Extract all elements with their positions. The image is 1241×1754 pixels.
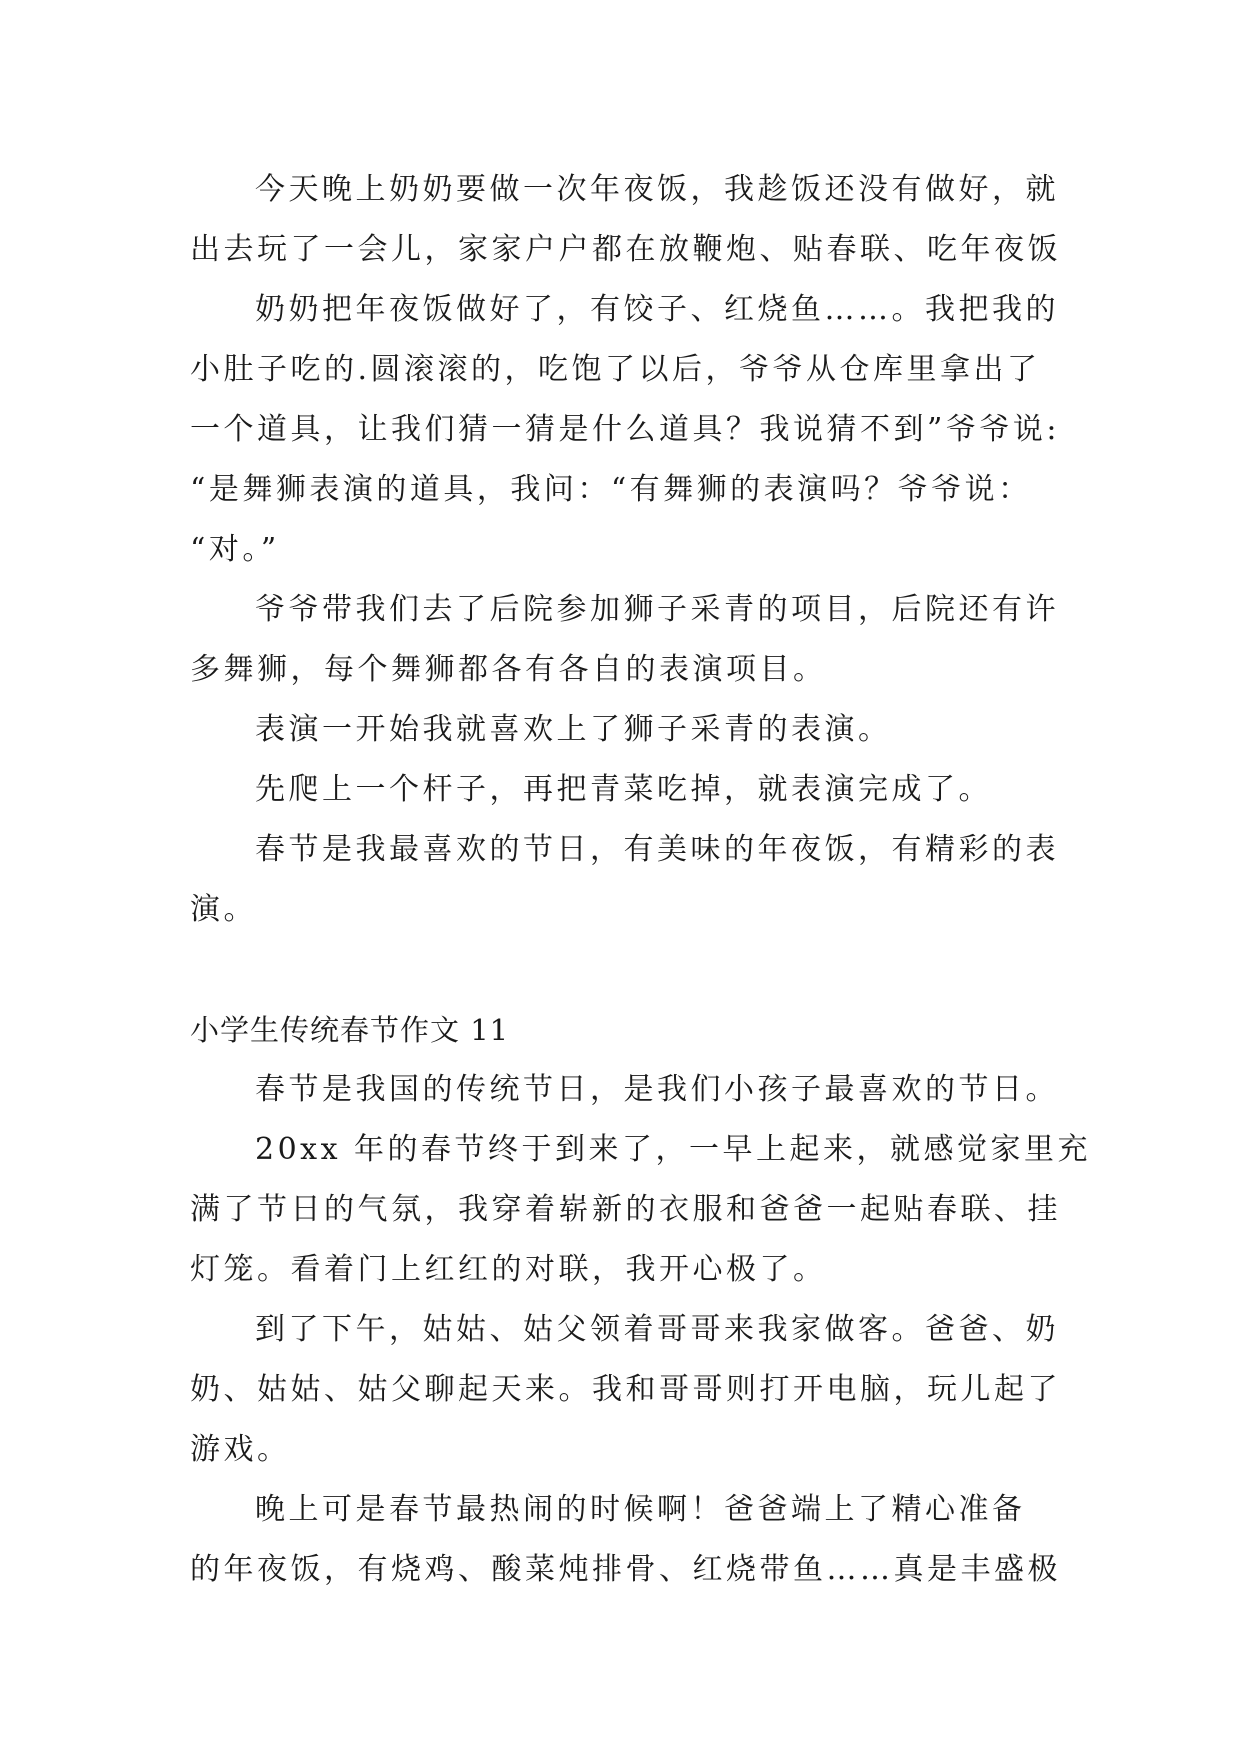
text-line: 先爬上一个杆子，再把青菜吃掉，就表演完成了。 [255,772,992,807]
text-line: 爷爷带我们去了后院参加狮子采青的项目，后院还有许 [255,592,1059,627]
paragraph [190,580,1059,700]
text-line: 今天晚上奶奶要做一次年夜饭，我趁饭还没有做好，就 [255,172,1059,207]
text-line: “对。” [190,532,280,567]
text-line: 多舞狮，每个舞狮都各有各自的表演项目。 [190,652,827,687]
text-line: 春节是我国的传统节日，是我们小孩子最喜欢的节日。 [255,1072,1059,1107]
paragraph [190,1120,1092,1300]
paragraph [190,700,1050,760]
text-line: 晚上可是春节最热闹的时候啊！爸爸端上了精心准备 [255,1492,1026,1527]
text-line: “是舞狮表演的道具，我问：“有舞狮的表演吗？爷爷说： [190,472,1032,507]
text-line: 春节是我最喜欢的节日，有美味的年夜饭，有精彩的表 [255,832,1059,867]
text-line: 的年夜饭，有烧鸡、酸菜炖排骨、红烧带鱼……真是丰盛极 [190,1552,1061,1587]
text-line: 演。 [190,892,257,927]
section-spacer [190,940,1050,1000]
paragraph [190,1060,1059,1120]
text-line: 到了下午，姑姑、姑父领着哥哥来我家做客。爸爸、奶 [255,1312,1059,1347]
text-line: 奶、姑姑、姑父聊起天来。我和哥哥则打开电脑，玩儿起了 [190,1372,1061,1407]
paragraph [190,280,1060,580]
paragraph [190,160,1061,280]
section-title: 小学生传统春节作文 11 [190,1013,510,1047]
text-line: 一个道具，让我们猜一猜是什么道具？我说猜不到”爷爷说: [190,412,1060,447]
document-body [190,160,1092,1600]
paragraph [190,820,1059,940]
text-line: 奶奶把年夜饭做好了，有饺子、红烧鱼……。我把我的 [255,292,1059,327]
text-line: 表演一开始我就喜欢上了狮子采青的表演。 [255,712,892,747]
paragraph [190,760,1050,820]
text-line: 20xx 年的春节终于到来了，一早上起来，就感觉家里充 [255,1132,1092,1167]
text-line: 小肚子吃的.圆滚滚的，吃饱了以后，爷爷从仓库里拿出了 [190,352,1041,387]
paragraph [190,1300,1061,1480]
paragraph [190,1480,1061,1600]
text-line: 满了节日的气氛，我穿着崭新的衣服和爸爸一起贴春联、挂 [190,1192,1061,1227]
text-line: 灯笼。看着门上红红的对联，我开心极了。 [190,1252,827,1287]
text-line: 游戏。 [190,1432,291,1467]
text-line: 出去玩了一会儿，家家户户都在放鞭炮、贴春联、吃年夜饭 [190,232,1061,267]
